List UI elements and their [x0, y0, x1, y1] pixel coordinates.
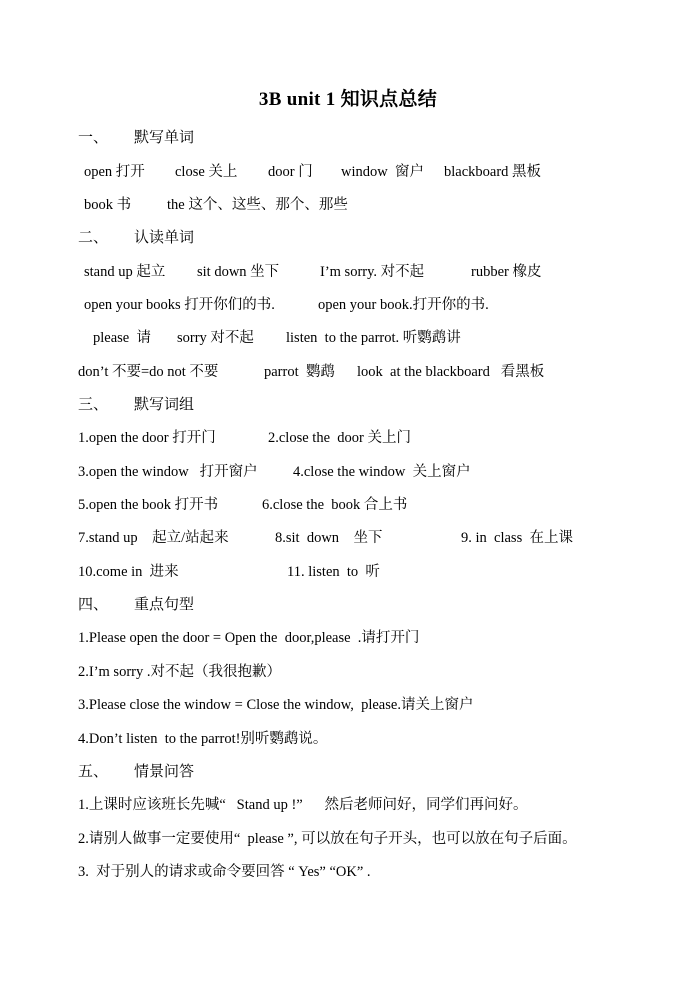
vocab-item: open your books 打开你们的书.	[84, 297, 275, 313]
vocab-item: blackboard 黑板	[444, 164, 542, 180]
phrase-item: 4.close the window 关上窗户	[293, 464, 471, 480]
section-number: 一、	[78, 130, 109, 146]
vocab-item: sit down 坐下	[197, 264, 280, 280]
phrase-item: 2.close the door 关上门	[268, 430, 411, 446]
qa-line: 2.请别人做事一定要使用“ please ”, 可以放在句子开头，也可以放在句子后面。	[78, 831, 577, 847]
vocab-item: open your book.打开你的书.	[318, 297, 489, 313]
phrase-item: 8.sit down 坐下	[275, 530, 383, 546]
vocab-item: book 书	[84, 197, 132, 213]
section-number: 三、	[78, 397, 109, 413]
vocab-item: the 这个、这些、那个、那些	[167, 197, 348, 213]
section-heading	[78, 228, 194, 248]
vocab-item: look at the blackboard 看黑板	[357, 364, 545, 380]
sentence-line: 4.Don’t listen to the parrot!别听鹦鹉说。	[78, 731, 328, 747]
phrase-item: 3.open the window 打开窗户	[78, 464, 258, 480]
vocab-item: window 窗户	[341, 164, 424, 180]
sentence-line: 1.Please open the door = Open the door,please .请打开门	[78, 630, 420, 646]
vocab-item: don’t 不要=do not 不要	[78, 364, 219, 380]
section-number: 五、	[78, 764, 109, 780]
section-number: 二、	[78, 230, 109, 246]
phrase-item: 7.stand up 起立/站起来	[78, 530, 229, 546]
section-heading	[78, 128, 194, 148]
document-title: 3B unit 1 知识点总结	[258, 89, 438, 110]
phrase-item: 10.come in 进来	[78, 564, 179, 580]
section-heading	[78, 395, 194, 415]
qa-line: 3. 对于别人的请求或命令要回答 “ Yes” “OK” .	[78, 864, 371, 880]
section-number: 四、	[78, 597, 109, 613]
phrase-item: 6.close the book 合上书	[262, 497, 408, 513]
phrase-item: 1.open the door 打开门	[78, 430, 216, 446]
vocab-item: rubber 橡皮	[471, 264, 542, 280]
vocab-item: sorry 对不起	[177, 330, 254, 346]
qa-line: 1.上课时应该班长先喊“ Stand up !” 然后老师问好，同学们再问好。	[78, 797, 528, 813]
vocab-item: close 关上	[175, 164, 238, 180]
vocab-item: I’m sorry. 对不起	[320, 264, 425, 280]
section-title: 默写单词	[134, 130, 195, 146]
vocab-item: parrot 鹦鹉	[264, 364, 335, 380]
section-heading	[78, 762, 194, 782]
vocab-item: stand up 起立	[84, 264, 166, 280]
section-title: 重点句型	[134, 597, 195, 613]
vocab-item: please 请	[93, 330, 151, 346]
section-heading	[78, 595, 194, 615]
phrase-item: 5.open the book 打开书	[78, 497, 219, 513]
vocab-item: open 打开	[84, 164, 145, 180]
sentence-line: 2.I’m sorry .对不起（我很抱歉）	[78, 664, 281, 680]
section-title: 认读单词	[134, 230, 195, 246]
phrase-item: 11. listen to 听	[287, 564, 380, 580]
phrase-item: 9. in class 在上课	[461, 530, 573, 546]
vocab-item: door 门	[268, 164, 313, 180]
section-title: 情景问答	[134, 764, 195, 780]
section-title: 默写词组	[134, 397, 195, 413]
vocab-item: listen to the parrot. 听鹦鹉讲	[286, 330, 461, 346]
sentence-line: 3.Please close the window = Close the window, please.请关上窗户	[78, 697, 474, 713]
